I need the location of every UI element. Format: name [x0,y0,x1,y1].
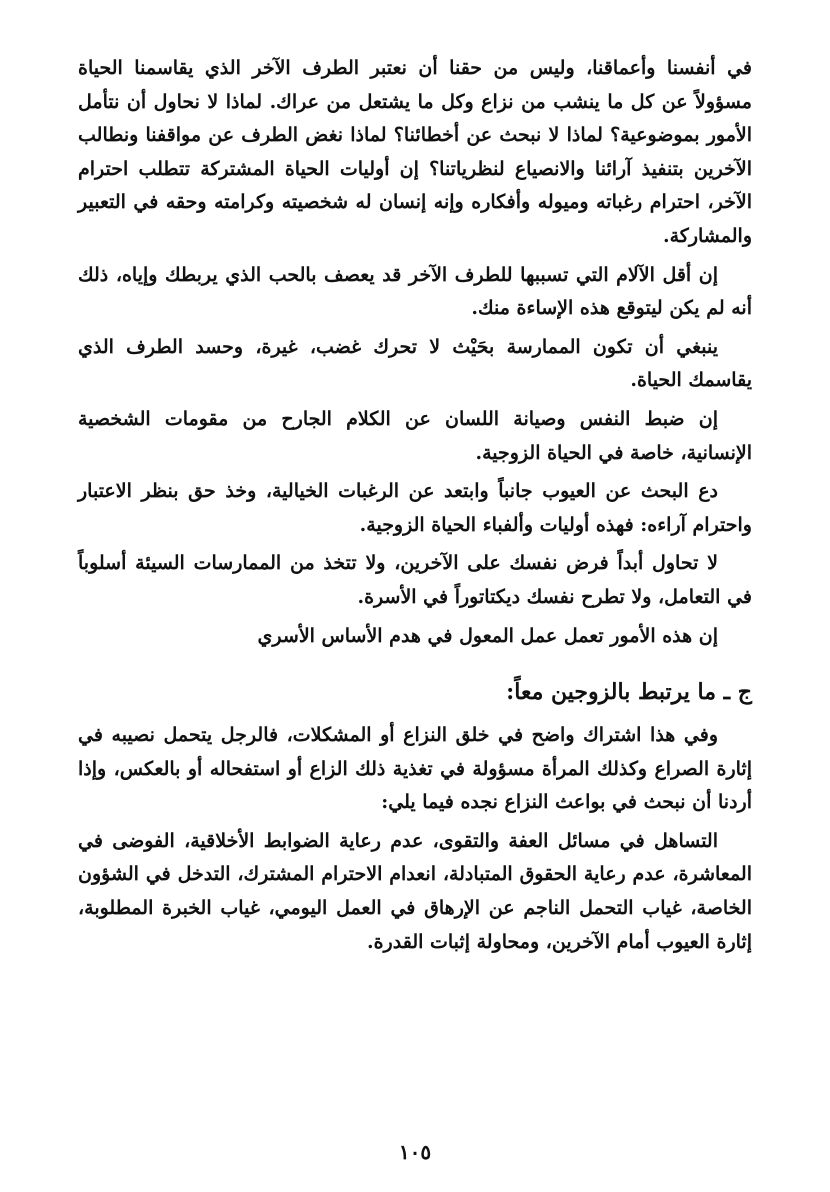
paragraph-continuation: في أنفسنا وأعماقنا، وليس من حقنا أن نعتبر الطرف الآخر الذي يقاسمنا الحياة مسؤولاً عن كل ما ينشب من نزاع وكل ما يشتعل من عراك. لماذا لا نحاول أن نتأمل الأمور بموضوعية؟ لماذا لا نبحث عن أخطائنا؟ لماذا نغض الطرف عن مواقفنا ونطالب الآخرين بتنفيذ آرائنا والانصياع لنظرياتنا؟ إن أوليات الحياة المشتركة تتطلب احترام الآخر، احترام رغباته وميوله وأفكاره وإنه إنسان له شخصيته وكرامته وحقه في التعبير والمشاركة. [78,57,752,247]
paragraph-conclusion: إن هذه الأمور تعمل عمل المعول في هدم الأساس الأسري [257,624,718,647]
paragraph-pain: إن أقل الآلام التي تسببها للطرف الآخر قد يعصف بالحب الذي يربطك وإياه، ذلك أنه لم يكن ليتوقع هذه الإساءة منك. [78,263,752,320]
paragraph-practice: ينبغي أن تكون الممارسة بحَيْث لا تحرك غضب، غيرة، وحسد الطرف الذي يقاسمك الحياة. [78,335,752,392]
paragraph-shared-conflict: وفي هذا اشتراك واضح في خلق النزاع أو المشكلات، فالرجل يتحمل نصيبه في إثارة الصراع وكذلك المرأة مسؤولة في تغذية ذلك الزاع أو استفحاله أو بالعكس، وإذا أردنا أن نبحث في بواعث النزاع نجده فيما يلي: [78,724,752,814]
paragraph-self-control: إن ضبط النفس وصيانة اللسان عن الكلام الجارح من مقومات الشخصية الإنسانية، خاصة في الحياة الزوجية. [78,407,752,464]
page-number: ١٠٥ [398,1140,432,1164]
paragraph-causes-list: التساهل في مسائل العفة والتقوى، عدم رعاية الضوابط الأخلاقية، الفوضى في المعاشرة، عدم رعاية الحقوق المتبادلة، انعدام الاحترام المشترك، التدخل في الشؤون الخاصة، غياب التحمل الناجم عن الإرهاق في العمل اليومي، غياب الخبرة المطلوبة، إثارة العيوب أمام الآخرين، ومحاولة إثبات القدرة. [78,829,752,953]
paragraph-imposition: لا تحاول أبداً فرض نفسك على الآخرين، ولا تتخذ من الممارسات السيئة أسلوباً في التعامل، ولا تطرح نفسك ديكتاتوراً في الأسرة. [78,552,752,608]
section-heading: ج ـ ما يرتبط بالزوجين معاً: [506,679,752,706]
book-page [78,52,752,964]
paragraph-faults: دع البحث عن العيوب جانباً وابتعد عن الرغبات الخيالية، وخذ حق بنظر الاعتبار واحترام آراءه: فهذه أوليات وألفباء الحياة الزوجية. [78,480,752,536]
